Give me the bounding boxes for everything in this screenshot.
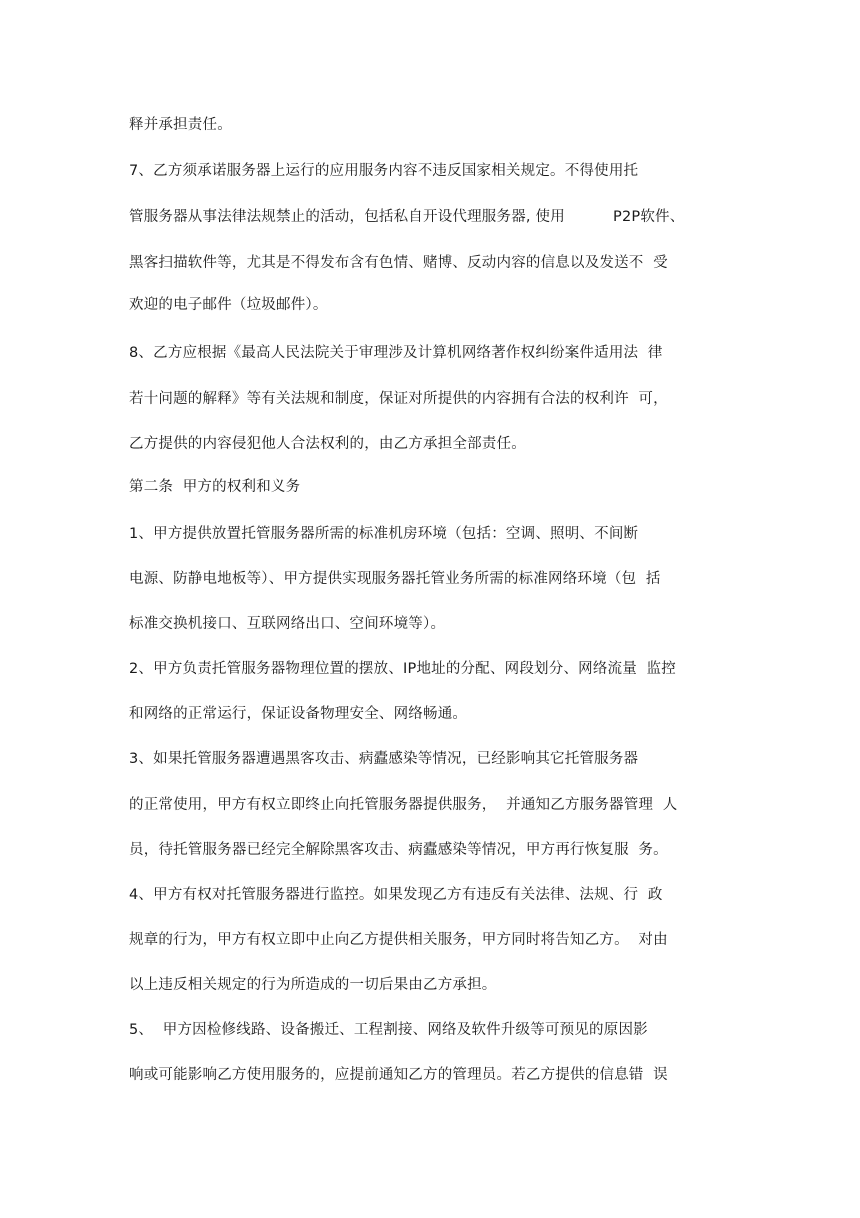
text-line: 管服务器从事法律法规禁止的活动，包括私自开设代理服务器, 使用 P2P软件、: [129, 209, 685, 225]
text-line: 和网络的正常运行，保证设备物理安全、网络畅通。: [129, 706, 468, 722]
text-line: 员，待托管服务器已经完全解除黑客攻击、病蠹感染等情况，甲方再行恢复服 务。: [129, 842, 668, 858]
text-line: 电源、防静电地板等）、甲方提供实现服务器托管业务所需的标准网络环境（包 括: [129, 571, 661, 587]
text-line: 响或可能影响乙方使用服务的，应提前通知乙方的管理员。若乙方提供的信息错 误: [129, 1067, 668, 1083]
text-line: 4、甲方有权对托管服务器进行监控。如果发现乙方有违反有关法律、法规、行 政: [129, 887, 663, 903]
section-heading: 第二条 甲方的权利和义务: [129, 479, 301, 495]
text-line: 2、甲方负责托管服务器物理位置的摆放、IP地址的分配、网段划分、网络流量 监控: [129, 661, 676, 677]
text-line: 以上违反相关规定的行为所造成的一切后果由乙方承担。: [129, 977, 497, 993]
text-line: 7、乙方须承诺服务器上运行的应用服务内容不违反国家相关规定。不得使用托: [129, 163, 639, 179]
text-line: 标准交换机接口、互联网络出口、空间环境等）。: [129, 616, 446, 632]
text-line: 8、乙方应根据《最高人民法院关于审理涉及计算机网络著作权纠纷案件适用法 律: [129, 345, 663, 361]
text-line: 的正常使用，甲方有权立即终止向托管服务器提供服务， 并通知乙方服务器管理 人: [129, 797, 678, 813]
text-line: 释并承担责任。: [129, 117, 232, 133]
text-line: 规章的行为，甲方有权立即中止向乙方提供相关服务，甲方同时将告知乙方。 对由: [129, 932, 668, 948]
text-line: 5、 甲方因检修线路、设备搬迁、工程割接、网络及软件升级等可预见的原因影: [129, 1022, 648, 1038]
text-line: 黑客扫描软件等，尤其是不得发布含有色情、赌博、反动内容的信息以及发送不 受: [129, 255, 668, 271]
text-line: 欢迎的电子邮件（垃圾邮件）。: [129, 297, 328, 313]
text-line: 若十问题的解释》等有关法规和制度，保证对所提供的内容拥有合法的权利许 可，: [129, 391, 668, 407]
text-line: 3、如果托管服务器遭遇黑客攻击、病蠹感染等情况，已经影响其它托管服务器: [129, 751, 639, 767]
text-line: 1、甲方提供放置托管服务器所需的标准机房环境（包括：空调、照明、不间断: [129, 526, 639, 542]
text-line: 乙方提供的内容侵犯他人合法权利的，由乙方承担全部责任。: [129, 436, 526, 452]
